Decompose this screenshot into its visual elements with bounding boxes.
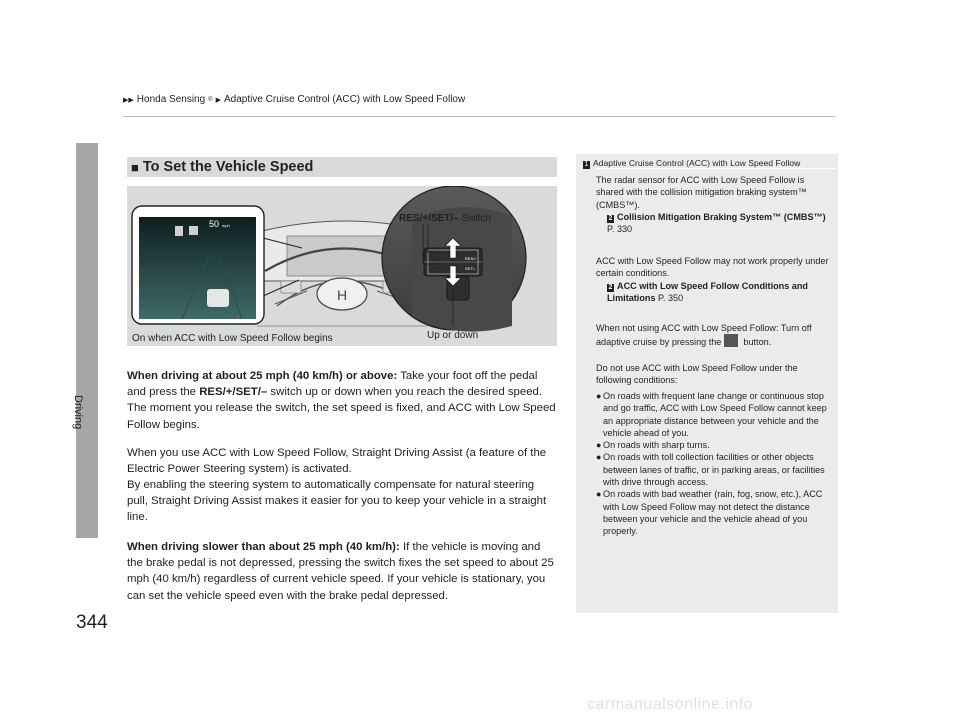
steering-wheel-drawing bbox=[127, 186, 557, 346]
breadcrumb bbox=[123, 94, 465, 105]
inset-speed-unit: mph bbox=[222, 223, 230, 228]
note-bullet-list bbox=[596, 390, 832, 538]
list-item bbox=[596, 488, 832, 537]
xref-icon: 2 bbox=[608, 283, 613, 291]
xref-page: P. 350 bbox=[655, 292, 684, 303]
xref-cmbs[interactable] bbox=[596, 211, 832, 236]
watermark: carmanualsonline.info bbox=[587, 696, 754, 713]
svg-text:H: H bbox=[336, 287, 348, 303]
section-marker-icon: ■ bbox=[131, 159, 139, 175]
inset-caption: On when ACC with Low Speed Follow begins bbox=[132, 333, 333, 344]
chapter-tab bbox=[76, 143, 98, 538]
bullet-icon: ● bbox=[596, 452, 602, 463]
cruise-button-icon bbox=[724, 334, 738, 347]
switch-callout bbox=[399, 213, 491, 224]
bullet-icon: ● bbox=[596, 489, 602, 500]
xref-icon: 2 bbox=[608, 214, 613, 222]
section-title: To Set the Vehicle Speed bbox=[142, 159, 314, 175]
chevron-right-icon: ▶▶ bbox=[123, 96, 134, 104]
note-radar-text bbox=[596, 174, 832, 235]
breadcrumb-item-acc: Adaptive Cruise Control (ACC) with Low Speed Follow bbox=[223, 94, 466, 105]
list-item bbox=[596, 390, 832, 439]
note-marker-icon: 1 bbox=[584, 161, 589, 168]
bullet-text: On roads with frequent lane change or continuous stop and go traffic, ACC with Low Speed Follow cannot keep an appropriate distance between your vehicle and the vehicle ahead of you. bbox=[603, 391, 827, 438]
note-text-run: ACC with Low Speed Follow may not work properly under certain conditions. bbox=[596, 256, 829, 279]
bullet-text: On roads with sharp turns. bbox=[603, 440, 710, 451]
paragraph-steering-pull: By enabling the steering system to automatically compensate for natural steering pull, Straight Driving Assist makes it easier for you to keep your vehicle in a straight line. bbox=[127, 479, 547, 524]
note-text-run: The radar sensor for ACC with Low Speed Follow is shared with the collision mitigation braking system™ (CMBS™). bbox=[596, 175, 807, 210]
bullet-icon: ● bbox=[596, 440, 602, 451]
text-run: switch up or down when you reach the desired speed. The moment you release the switch, the set speed is fixed, and ACC with Low Speed Follow begins. bbox=[127, 386, 556, 431]
bullet-text: On roads with bad weather (rain, fog, snow, etc.), ACC with Low Speed Follow may not detect the distance between your vehicle and the vehicle ahead of you properly. bbox=[603, 489, 823, 537]
xref-page: P. 330 bbox=[607, 224, 633, 235]
switch-name-inline: RES/+/SET/– bbox=[199, 386, 268, 399]
inset-speed: 50 bbox=[209, 219, 220, 229]
text-run: If the vehicle is moving and the brake pedal is not depressed, pressing the switch fixes the set speed to about 25 mph (40 km/h) regardless of current vehicle speed. If your vehicle is stationary, you can set the vehicle speed even with the brake pedal depressed. bbox=[127, 541, 554, 602]
text-run: Take your foot off the pedal and press the bbox=[127, 370, 538, 399]
res-button-label: RES/+ bbox=[465, 256, 477, 261]
header-divider bbox=[123, 116, 836, 117]
paragraph-low-speed bbox=[127, 539, 557, 604]
breadcrumb-item-honda-sensing: Honda Sensing bbox=[136, 94, 206, 105]
note-conditions-text bbox=[596, 255, 832, 304]
xref-title: Collision Mitigation Braking System™ (CMBS™) bbox=[617, 211, 826, 222]
xref-title: ACC with Low Speed Follow Conditions and Limitations bbox=[607, 280, 808, 303]
note-title: Adaptive Cruise Control (ACC) with Low Speed Follow bbox=[593, 158, 801, 168]
chapter-label: Driving bbox=[72, 395, 84, 430]
low-speed-heading: When driving slower than about 25 mph (40 km/h): bbox=[127, 541, 400, 553]
xref-limitations[interactable] bbox=[596, 280, 832, 305]
note-text-run: When not using ACC with Low Speed Follow: Turn off adaptive cruise by pressing the bbox=[596, 323, 812, 348]
note-turn-off-text bbox=[596, 322, 832, 349]
paragraph-high-speed bbox=[127, 368, 557, 433]
list-item bbox=[596, 439, 832, 451]
chevron-right-icon: ▶ bbox=[215, 96, 221, 104]
note-do-not-use-text: Do not use ACC with Low Speed Follow under the following conditions: bbox=[596, 363, 798, 386]
note-text-run: button. bbox=[740, 337, 772, 348]
page-number: 344 bbox=[76, 612, 108, 633]
bullet-icon: ● bbox=[596, 391, 602, 401]
high-speed-heading: When driving at about 25 mph (40 km/h) or above: bbox=[127, 370, 398, 382]
dashboard-illustration bbox=[127, 186, 557, 346]
section-heading bbox=[127, 157, 557, 177]
note-divider bbox=[596, 168, 836, 169]
set-button-label: SET/– bbox=[465, 266, 477, 271]
switch-name: RES/+/SET/– bbox=[399, 213, 459, 224]
up-down-caption: Up or down bbox=[427, 330, 479, 341]
list-item bbox=[596, 451, 832, 488]
registered-mark: ® bbox=[208, 96, 213, 103]
switch-word: Switch bbox=[458, 213, 491, 224]
bullet-text: On roads with toll collection facilities or other objects between lanes of traffic, or in parking areas, or facilities with drive through access. bbox=[603, 452, 825, 488]
paragraph-straight-driving: When you use ACC with Low Speed Follow, Straight Driving Assist (a feature of the Electric Power Steering system) is activated. bbox=[127, 447, 547, 476]
